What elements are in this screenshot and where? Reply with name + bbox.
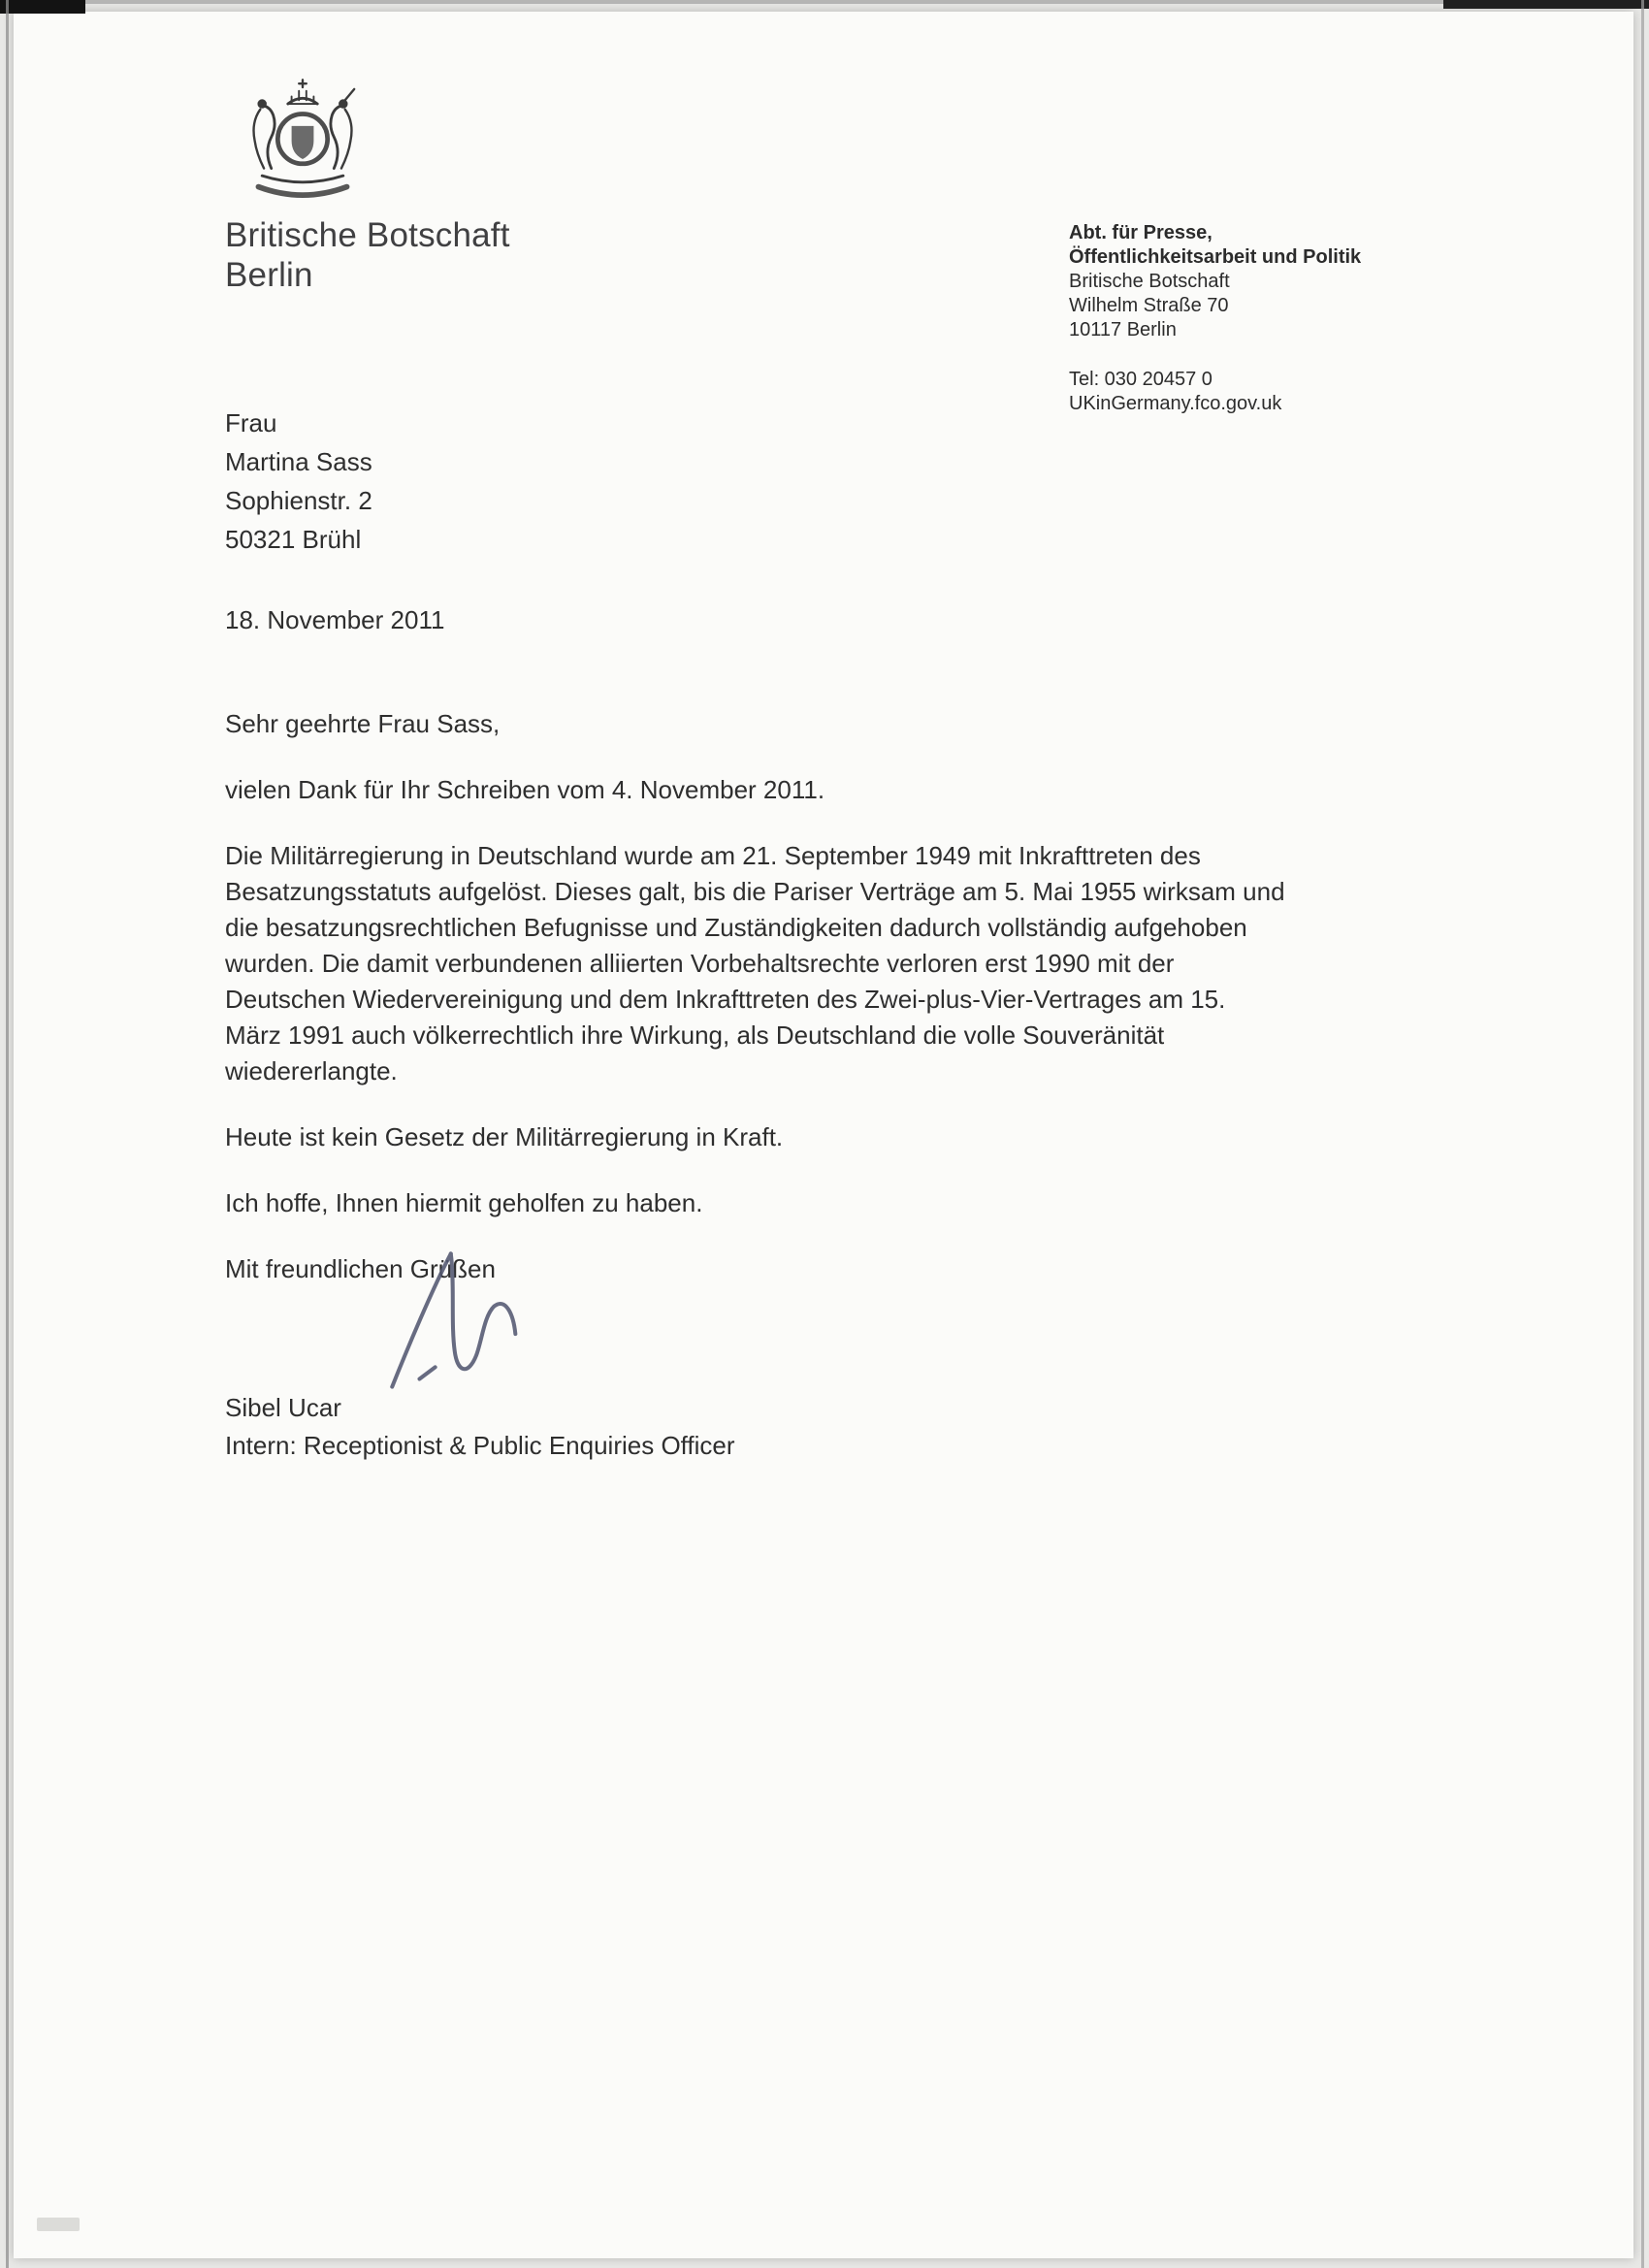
org-name-line1: Britische Botschaft xyxy=(225,216,510,254)
sender-dept-line1: Abt. für Presse, xyxy=(1069,222,1212,243)
recipient-line: 50321 Brühl xyxy=(225,525,362,554)
signer-block xyxy=(225,1389,735,1465)
letter-paragraph: Ich hoffe, Ihnen hiermit geholfen zu haben. xyxy=(225,1188,703,1217)
letter-paper xyxy=(14,12,1633,2258)
letter-paragraph: Heute ist kein Gesetz der Militärregierung in Kraft. xyxy=(225,1122,784,1151)
recipient-line: Martina Sass xyxy=(225,447,372,476)
scan-edge-top-right xyxy=(1443,0,1649,9)
closing-line: Mit freundlichen Grüßen xyxy=(225,1254,496,1283)
scan-edge-right xyxy=(1641,0,1644,2268)
sender-city: 10117 Berlin xyxy=(1069,319,1177,340)
recipient-line: Sophienstr. 2 xyxy=(225,486,372,515)
signer-title: Intern: Receptionist & Public Enquiries Officer xyxy=(225,1431,735,1460)
letter-body xyxy=(225,706,1288,1317)
sender-dept-line2: Öffentlichkeitsarbeit und Politik xyxy=(1069,246,1362,268)
salutation: Sehr geehrte Frau Sass, xyxy=(225,709,501,738)
scan-edge-top xyxy=(0,0,1649,4)
letter-paragraph: vielen Dank für Ihr Schreiben vom 4. November 2011. xyxy=(225,775,825,804)
recipient-address-block xyxy=(225,404,372,559)
scan-artifact xyxy=(37,2218,80,2231)
sender-address-block xyxy=(1069,221,1399,416)
letterhead-org xyxy=(225,215,510,295)
letter-date: 18. November 2011 xyxy=(225,605,445,634)
scan-edge-left xyxy=(6,0,9,2268)
org-name-line2: Berlin xyxy=(225,256,313,294)
scan-edge-top-left xyxy=(0,0,85,14)
sender-org: Britische Botschaft xyxy=(1069,271,1230,292)
sender-tel: Tel: 030 20457 0 xyxy=(1069,369,1212,390)
signer-name: Sibel Ucar xyxy=(225,1393,341,1422)
uk-royal-coat-of-arms-icon xyxy=(229,68,376,215)
sender-web: UKinGermany.fco.gov.uk xyxy=(1069,393,1282,414)
recipient-line: Frau xyxy=(225,408,277,437)
sender-street: Wilhelm Straße 70 xyxy=(1069,295,1229,316)
letter-paragraph: Die Militärregierung in Deutschland wurde am 21. September 1949 mit Inkrafttreten des Besatzungsstatuts aufgelöst. Dieses galt, bis die Pariser Verträge am 5. Mai 1955 wirksam und die besatzungsrechtlichen Befugnisse und Zuständigkeiten dadurch vollständig aufgehoben wurden. Die damit verbundenen alliierten Vorbehaltsrechte verloren erst 1990 mit der Deutschen Wiedervereinigung und dem Inkrafttreten des Zwei-plus-Vier-Vertrages am 15. März 1991 auch völkerrechtlich ihre Wirkung, als Deutschland die volle Souveränität wiedererlangte. xyxy=(225,841,1285,1085)
